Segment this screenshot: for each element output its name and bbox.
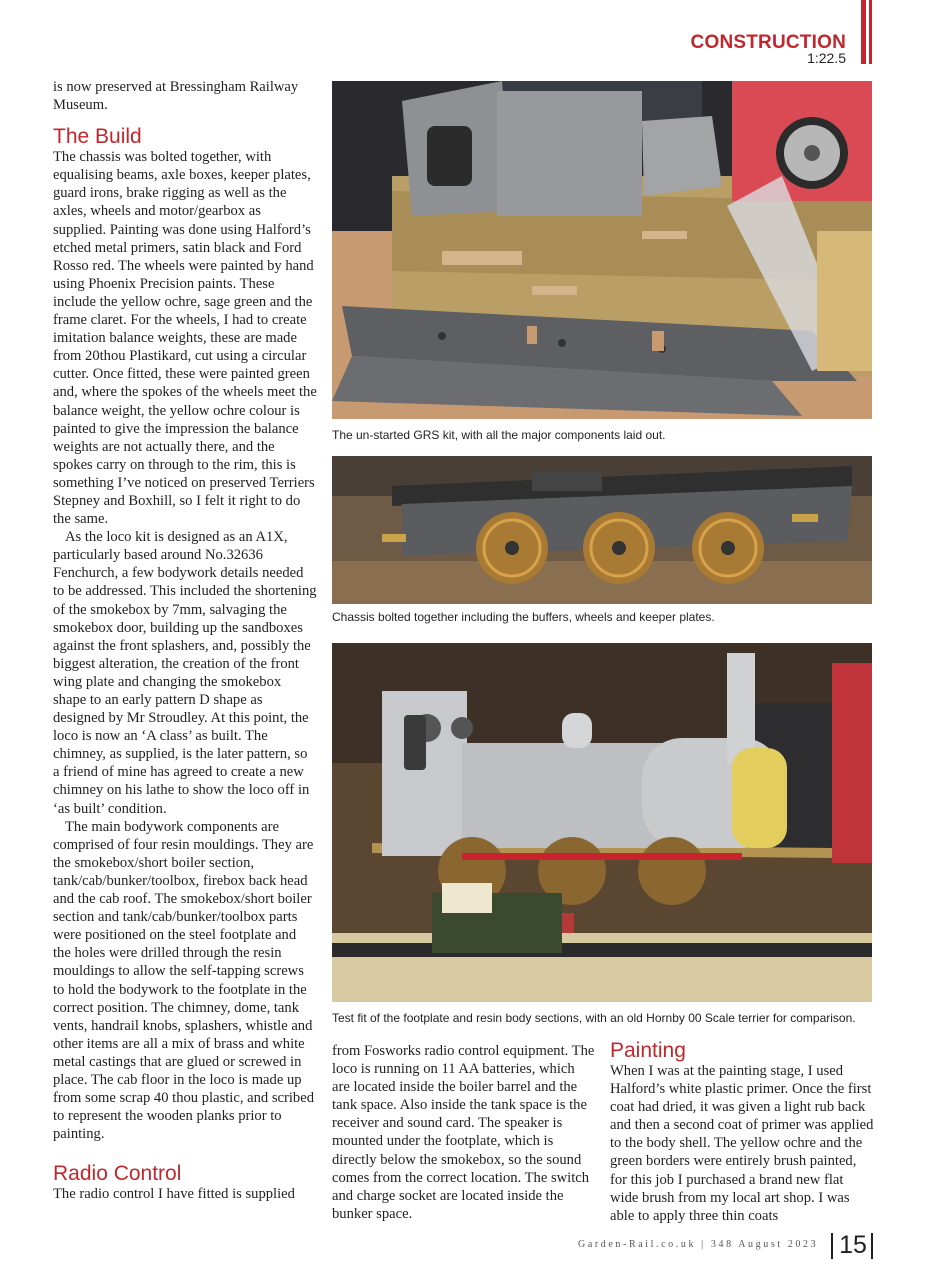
heading-the-build: The Build bbox=[53, 125, 142, 149]
column-2 bbox=[332, 1042, 596, 1223]
footer-site: Garden-Rail.co.uk bbox=[578, 1239, 697, 1250]
header-accent-bar-thin bbox=[869, 0, 872, 64]
intro-paragraph: is now preserved at Bressingham Railway Museum. bbox=[53, 79, 299, 114]
page-number: 15 bbox=[839, 1231, 867, 1259]
build-paragraph-2: As the loco kit is designed as an A1X, particularly based around No.32636 Fenchurch, a few bodywork details needed to be addressed. This included the shortening of the smokebox by 7mm, salvaging the smokebox door, building up the sandboxes against the front splashers, and, possibly the biggest alteration, the creation of the front wing plate and changing the smokebox shape to an early pattern D shape as designed by Mr Stroudley. At this point, the loco is now an ‘A class’ as built. The chimney, as supplied, is the later pattern, so a friend of mine has agreed to create a new chimney on his lathe to show the loco off in ‘as built’ condition. bbox=[53, 529, 317, 817]
photo-kit-components bbox=[332, 81, 872, 419]
heading-painting: Painting bbox=[610, 1039, 686, 1062]
footer-publication: Garden-Rail.co.uk | 348 August 2023 bbox=[578, 1239, 819, 1250]
footer-bar-left bbox=[831, 1233, 833, 1259]
caption-photo-2: Chassis bolted together including the buffers, wheels and keeper plates. bbox=[332, 610, 715, 624]
column-1 bbox=[53, 78, 317, 1203]
photo-test-fit bbox=[332, 643, 872, 1002]
footer-bar-right bbox=[871, 1233, 873, 1259]
build-paragraph-1: The chassis was bolted together, with equalising beams, axle boxes, keeper plates, guard irons, brake rigging as well as the axles, wheels and motor/gearbox as supplied. Painting was done using Halford’s etched metal primers, satin black and Ford Rosso red. The wheels were painted by hand using Phoenix Precision paints. These include the yellow ochre, sage green and the frame claret. For the wheels, I had to create imitation balance weights, these are made from 20thou Plastikard, cut using a circular cutter. Once fitted, these were painted green and, where the spokes of the wheels meet the balance weight, the yellow ochre colour is painted to give the impression the balance weights are not actually there, and the spokes carry on through to the rim, this is something I’ve noticed on preserved Terriers Stepney and Boxhill, so I felt it right to do the same. bbox=[53, 149, 317, 528]
radio-paragraph-1: The radio control I have fitted is supplied bbox=[53, 1186, 295, 1203]
heading-radio-control: Radio Control bbox=[53, 1162, 182, 1186]
section-scale: 1:22.5 bbox=[807, 50, 846, 66]
section-title: CONSTRUCTION bbox=[690, 32, 846, 53]
caption-photo-1: The un-started GRS kit, with all the major components laid out. bbox=[332, 428, 666, 442]
photo-chassis bbox=[332, 456, 872, 604]
column-3 bbox=[610, 1040, 875, 1225]
header-accent-bar bbox=[861, 0, 866, 64]
painting-paragraph-1: When I was at the painting stage, I used Halford’s white plastic primer. Once the first coat had dried, it was given a light rub back and then a second coat of primer was applied to the body shell. The yellow ochre and the green borders were entirely brush painted, for this job I purchased a brand new flat wide brush from my local art shop. I was able to apply three thin coats bbox=[610, 1063, 874, 1224]
kit-components-illustration bbox=[332, 81, 872, 419]
caption-photo-3: Test fit of the footplate and resin body sections, with an old Hornby 00 Scale terrier for comparison. bbox=[332, 1011, 856, 1025]
footer-issue: 348 August 2023 bbox=[710, 1239, 819, 1250]
test-fit-illustration bbox=[332, 643, 872, 1002]
radio-paragraph-2: from Fosworks radio control equipment. The loco is running on 11 AA batteries, which are located inside the boiler barrel and the tank space. Also inside the tank space is the receiver and sound card. The speaker is mounted under the footplate, which is directly below the smokebox, so the sound comes from the correct location. The switch and charge socket are located inside the bunker space. bbox=[332, 1043, 595, 1222]
build-paragraph-3: The main bodywork components are comprised of four resin mouldings. They are the smokebox/short boiler section, tank/cab/bunker/toolbox, firebox back head and the cab roof. The smokebox/short boiler section and tank/cab/bunker/toolbox parts were positioned on the steel footplate and the holes were drilled through the resin mouldings to allow the self-tapping screws to hold the bodywork to the footplate in the correct position. The chimney, dome, tank vents, handrail knobs, splashers, whistle and other items are all a mix of brass and white metal castings that are glued or screwed in place. The cab floor in the loco is made up from some scrap 40 thou plastic, and scribed to represent the wooden planks prior to painting. bbox=[53, 818, 314, 1143]
chassis-illustration bbox=[332, 456, 872, 604]
